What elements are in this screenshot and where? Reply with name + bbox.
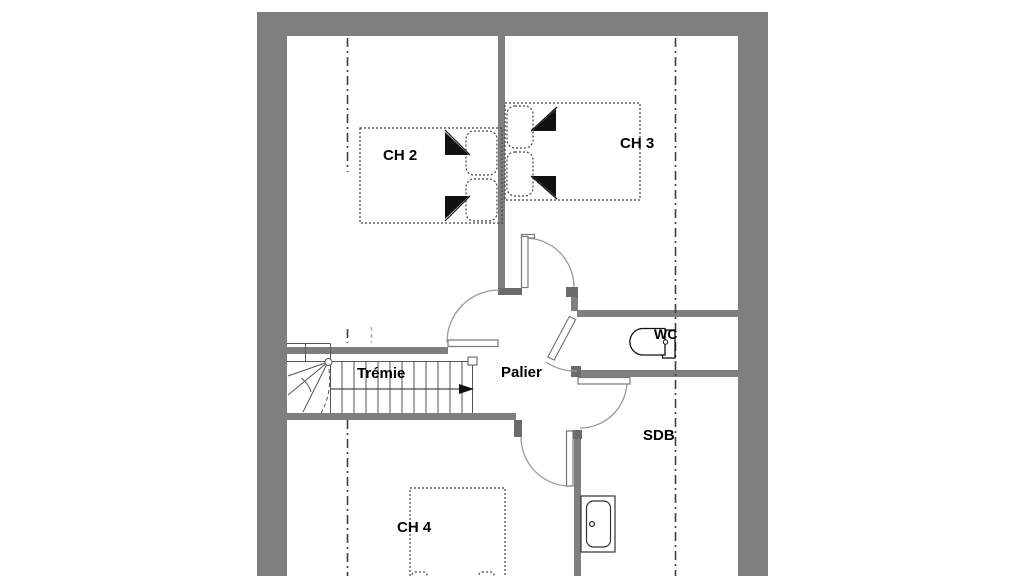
room-label-sdb: SDB [643, 427, 675, 444]
bathtub-drain [590, 522, 595, 527]
pillow-icon [507, 106, 533, 148]
walls [257, 12, 768, 576]
outer-wall-top [257, 12, 768, 36]
wall-tremie-top [287, 347, 448, 354]
door-arc-ch3 [525, 238, 574, 287]
stair-dashed-line [321, 369, 330, 413]
door-jamb [514, 420, 522, 437]
room-label-ch2: CH 2 [383, 147, 418, 164]
door-leaf-wc [548, 316, 576, 360]
stair-newel-post [325, 359, 332, 366]
wall-stairs-bottom [287, 413, 516, 420]
stair-direction-arrow [459, 384, 474, 394]
sheet-fold-icon [445, 130, 470, 221]
door-arc-sdb [580, 381, 627, 428]
wall-wc-bottom [573, 370, 738, 377]
outer-wall-left [257, 12, 287, 576]
pillow-icon [507, 152, 533, 196]
stair-winder-treads [288, 362, 328, 412]
sheet-fold-icon [531, 107, 557, 199]
wall-sdb-left [574, 430, 581, 576]
room-label-ch4: CH 4 [397, 519, 432, 536]
door-leaf-ch2 [448, 340, 498, 347]
bed-ch2 [360, 128, 502, 223]
room-label-palier: Palier [501, 364, 542, 381]
pillow-icon [412, 572, 427, 576]
bathtub-icon [581, 496, 615, 552]
room-label-ch3: CH 3 [620, 135, 655, 152]
room-label-wc: WC [654, 326, 678, 342]
door-leaf-ch4 [567, 431, 574, 486]
door-jamb [566, 287, 578, 297]
door-jamb [498, 288, 522, 295]
room-label-tremie: Trémie [357, 365, 406, 382]
door-leaf-sdb [578, 378, 630, 385]
stair-post-square [468, 357, 477, 365]
wall-palier-wc [571, 295, 578, 311]
pillow-icon [479, 572, 494, 576]
axis-lines [348, 38, 676, 576]
wall-wc-top [577, 310, 738, 317]
door-leaf-ch3 [522, 237, 529, 288]
pillow-icon [466, 179, 497, 221]
door-arc-ch2 [447, 290, 499, 342]
pillow-icon [466, 131, 497, 175]
door-arc-ch4 [521, 437, 570, 486]
outer-wall-right [738, 12, 768, 576]
